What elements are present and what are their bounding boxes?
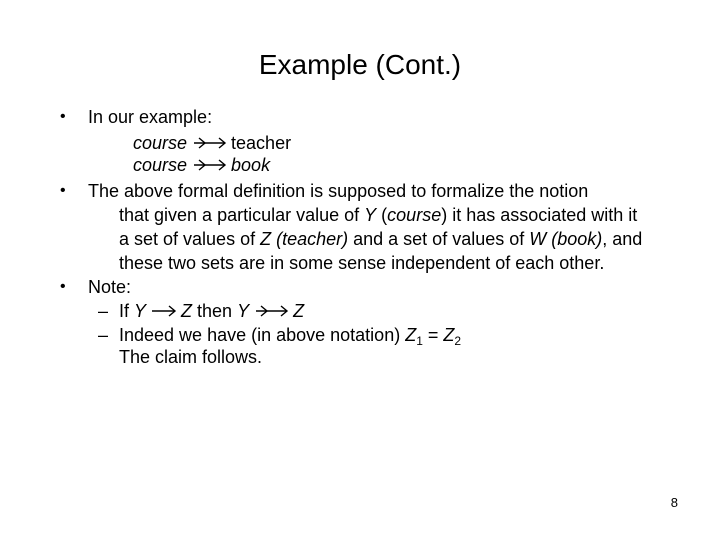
sub-bullet-2 xyxy=(119,323,461,347)
var-z: Z xyxy=(181,301,193,321)
var-z: Z xyxy=(293,301,305,321)
sub-bullet-1 xyxy=(119,299,304,323)
var-w-book: W (book) xyxy=(529,229,603,249)
text-run: and a set of values of xyxy=(348,229,530,249)
multivalued-arrow-icon xyxy=(193,158,227,172)
var-y: Y xyxy=(364,205,377,225)
var-y: Y xyxy=(134,301,147,321)
mvd-course-book xyxy=(133,153,270,177)
term-course: course xyxy=(387,205,442,225)
bullet-2-line-1: The above formal definition is supposed to formalize the notion xyxy=(88,181,589,201)
text-run: a set of values of xyxy=(119,229,261,249)
multivalued-arrow-icon xyxy=(193,136,227,150)
var-y: Y xyxy=(237,301,250,321)
bullet-marker: • xyxy=(60,182,66,199)
slide-title: Example (Cont.) xyxy=(258,49,462,80)
mvd-1-left: course xyxy=(133,133,188,153)
mvd-1-right: teacher xyxy=(231,133,292,153)
var-z2: Z xyxy=(443,325,455,345)
text-run: ) it has associated with it xyxy=(441,205,638,225)
bullet-3-text: Note: xyxy=(88,277,132,297)
var-z1: Z xyxy=(405,325,417,345)
subscript-1: 1 xyxy=(416,334,423,348)
mvd-2-right: book xyxy=(231,155,271,175)
page-number: 8 xyxy=(670,495,678,510)
text-run: If xyxy=(119,301,135,321)
bullet-2-line-2 xyxy=(119,203,637,227)
bullet-marker: • xyxy=(60,278,66,295)
multivalued-arrow-icon xyxy=(255,304,289,318)
bullet-2-line-4: these two sets are in some sense independent of each other. xyxy=(119,253,605,273)
mvd-2-left: course xyxy=(133,155,188,175)
text-run: , and xyxy=(602,229,643,249)
dash-marker: – xyxy=(98,325,109,345)
text-run: then xyxy=(192,301,238,321)
bullet-2-line-3 xyxy=(119,227,642,251)
text-run: Indeed we have (in above notation) xyxy=(119,325,406,345)
mvd-course-teacher xyxy=(133,131,291,155)
text-run: that given a particular value of xyxy=(119,205,365,225)
dash-marker: – xyxy=(98,301,109,321)
text-run: = xyxy=(422,325,444,345)
bullet-marker: • xyxy=(60,108,66,125)
sub-bullet-2-continuation: The claim follows. xyxy=(119,347,263,367)
functional-arrow-icon xyxy=(151,304,177,318)
subscript-2: 2 xyxy=(454,334,462,348)
var-z-teacher: Z (teacher) xyxy=(260,229,349,249)
bullet-1-text: In our example: xyxy=(88,107,213,127)
text-run: ( xyxy=(376,205,388,225)
